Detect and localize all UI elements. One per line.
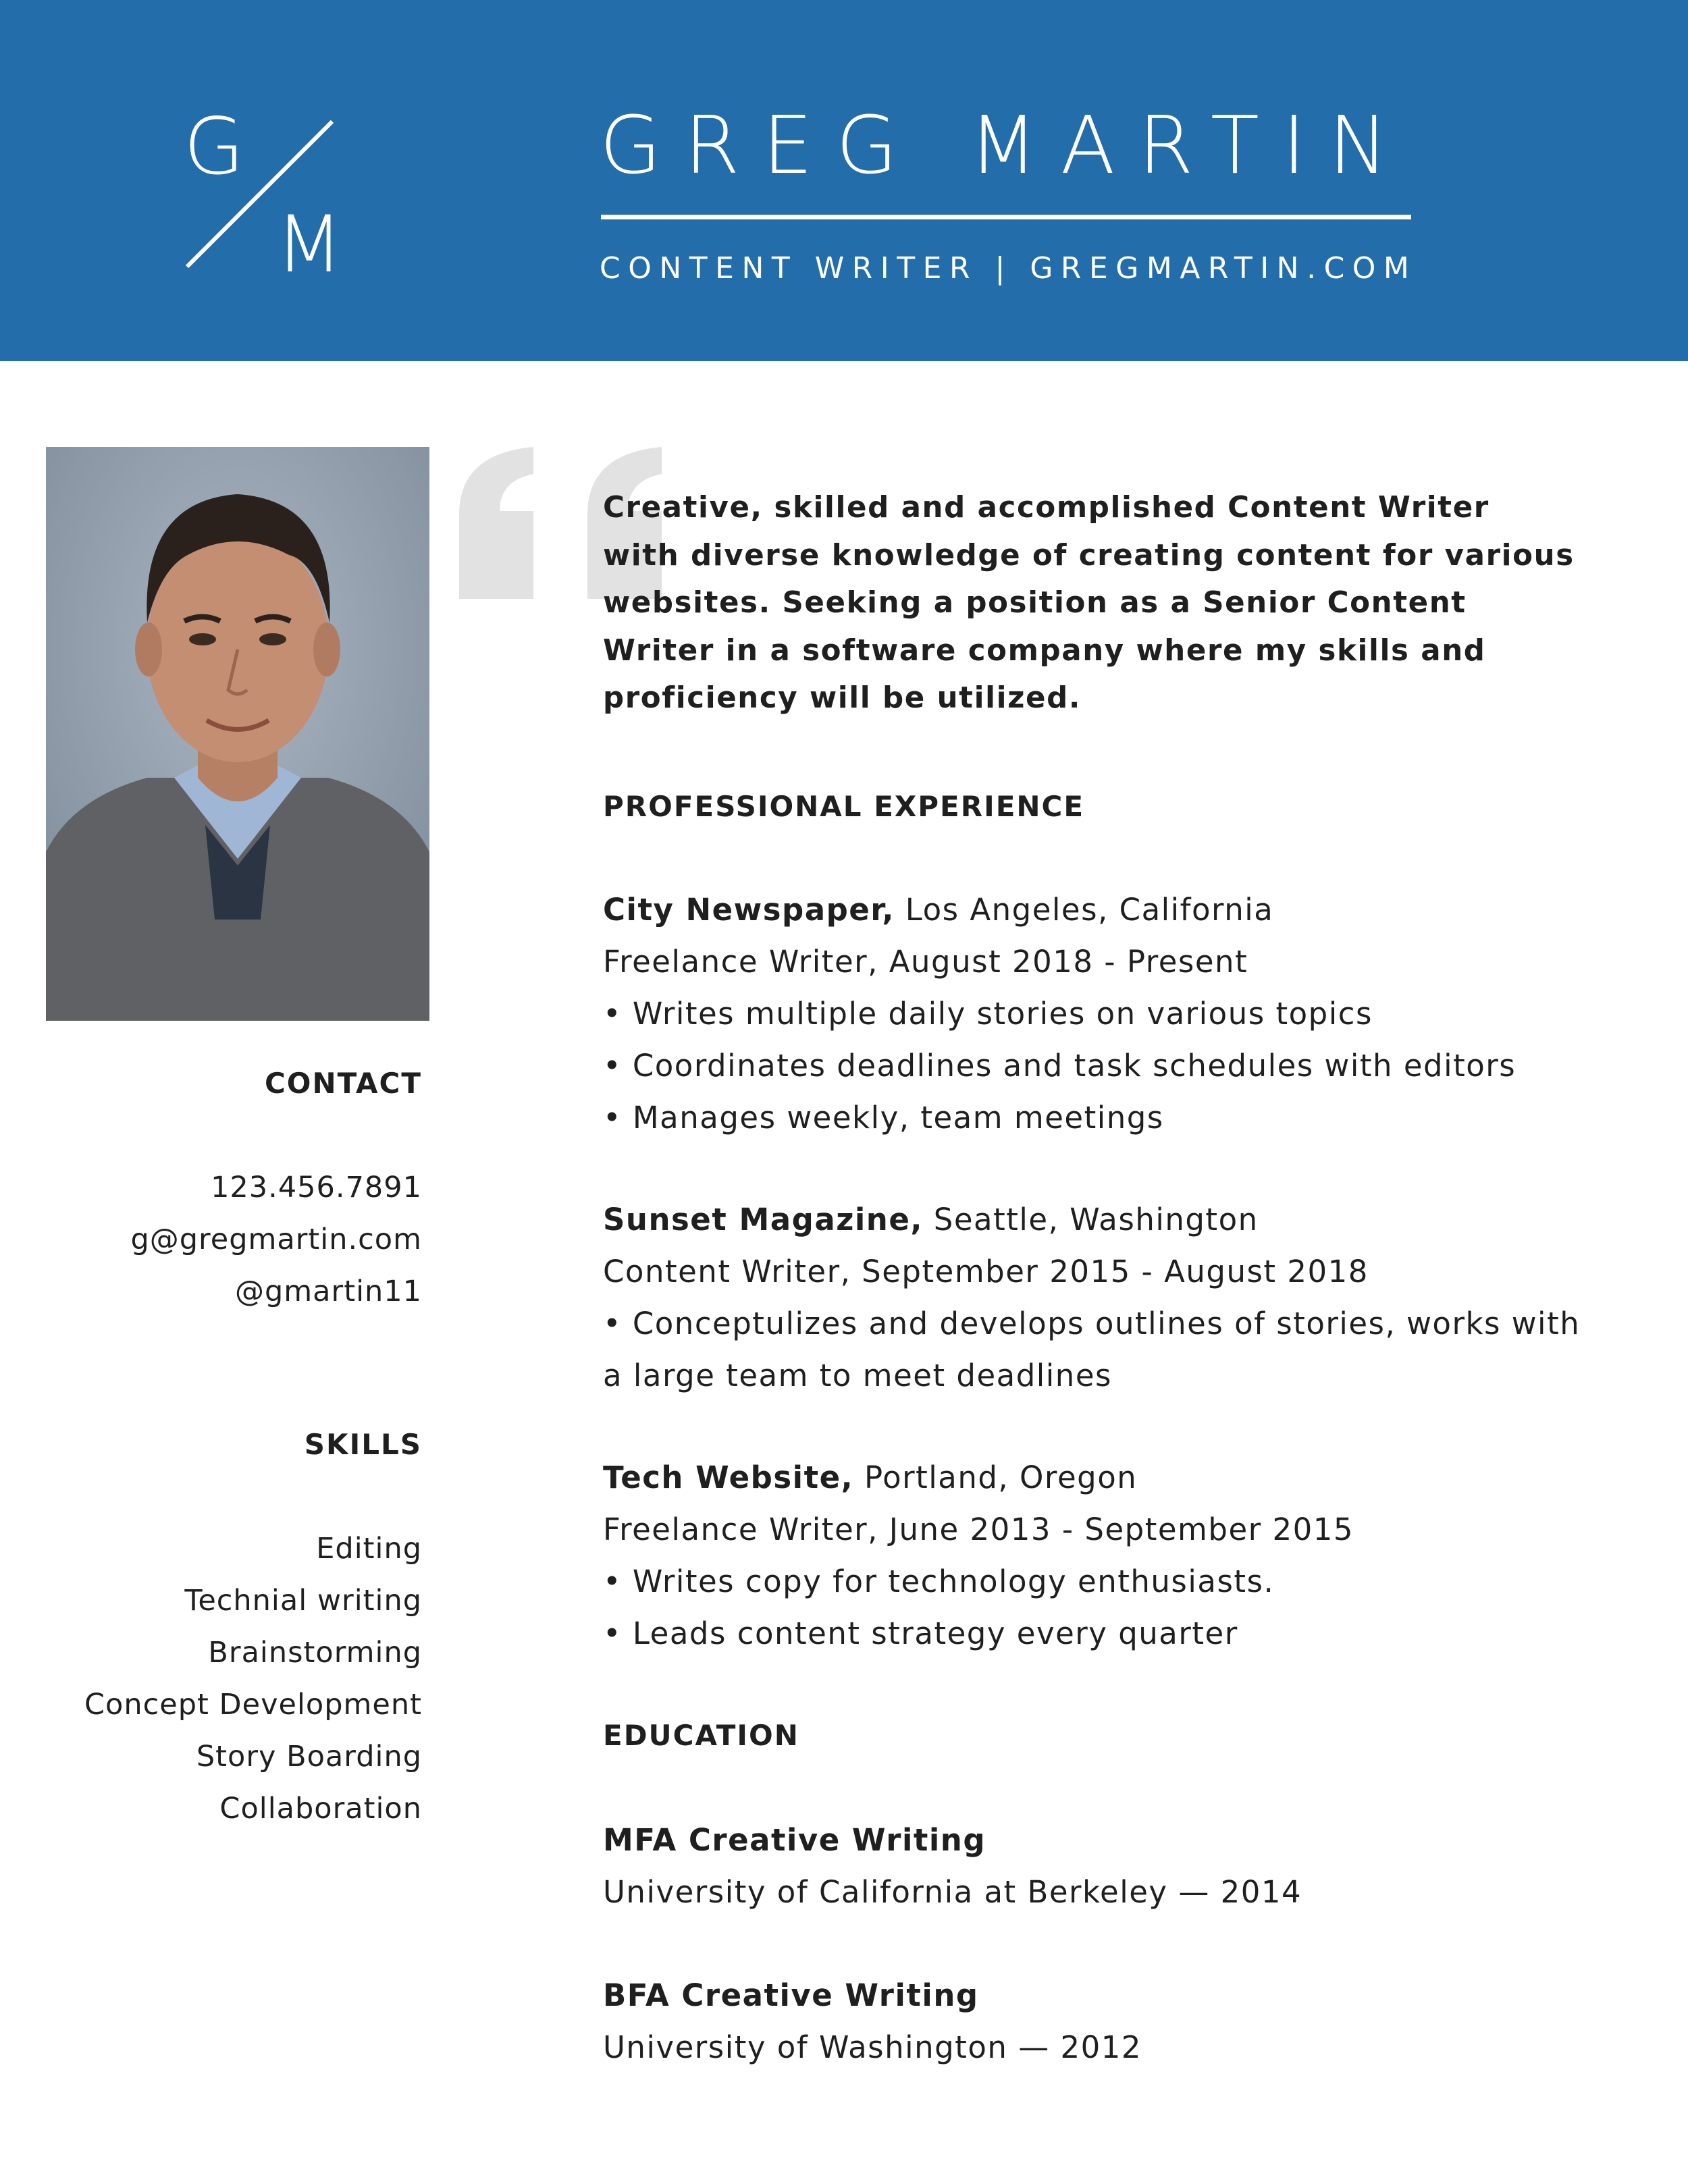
job-location: Seattle, Washington: [933, 1202, 1259, 1237]
job-bullet: • Writes copy for technology enthusiasts.: [603, 1564, 1275, 1599]
monogram-first-initial: G: [184, 101, 244, 192]
job-sunset-magazine: [603, 1194, 1581, 1402]
experience-heading: PROFESSIONAL EXPERIENCE: [603, 790, 1085, 823]
name-title: GREG MARTIN: [600, 99, 1412, 192]
education-degree: MFA Creative Writing: [603, 1822, 986, 1858]
monogram-last-initial: M: [275, 199, 344, 290]
contact-handle: @gmartin11: [235, 1275, 422, 1308]
contact-email: g@gregmartin.com: [130, 1223, 422, 1256]
education-school: University of California at Berkeley — 2014: [603, 1874, 1302, 1910]
education-degree: BFA Creative Writing: [603, 1977, 979, 2013]
education-school: University of Washington — 2012: [603, 2029, 1142, 2065]
job-company: Tech Website,: [603, 1460, 854, 1495]
job-bullet: • Leads content strategy every quarter: [603, 1616, 1238, 1651]
skills-heading: SKILLS: [304, 1428, 422, 1461]
skill-item: Story Boarding: [196, 1740, 422, 1774]
header-subtitle: CONTENT WRITER | GREGMARTIN.COM: [600, 251, 1417, 286]
job-role: Content Writer, September 2015 - August 2018: [603, 1254, 1369, 1289]
job-bullet: • Coordinates deadlines and task schedules with editors: [603, 1048, 1516, 1084]
skill-item: Technial writing: [184, 1584, 422, 1618]
job-location: Portland, Oregon: [864, 1460, 1138, 1495]
header-banner: [0, 0, 1688, 361]
skill-item: Brainstorming: [208, 1636, 422, 1670]
job-role: Freelance Writer, August 2018 - Present: [603, 944, 1248, 980]
education-heading: EDUCATION: [603, 1719, 799, 1752]
job-role: Freelance Writer, June 2013 - September 2015: [603, 1512, 1354, 1547]
job-city-newspaper: [603, 884, 1575, 1144]
job-bullet: • Manages weekly, team meetings: [603, 1100, 1164, 1136]
skill-item: Editing: [316, 1532, 422, 1566]
skills-list: [84, 1523, 422, 1835]
contact-list: [130, 1162, 422, 1318]
skill-item: Concept Development: [84, 1688, 422, 1722]
job-company: City Newspaper,: [603, 892, 895, 928]
summary-text: Creative, skilled and accomplished Content Writer with diverse knowledge of creating content for various websites. Seeking a position as a Senior Content Writer in a software company where my skills and proficiency will be utilized.: [603, 491, 1575, 715]
job-bullet: a large team to meet deadlines: [603, 1358, 1112, 1393]
profile-photo: [46, 447, 429, 1021]
job-bullet: • Conceptulizes and develops outlines of stories, works with: [603, 1306, 1581, 1341]
education-item: [603, 1814, 1575, 1918]
skill-item: Collaboration: [219, 1792, 422, 1826]
header-divider: [601, 215, 1411, 219]
contact-phone: 123.456.7891: [211, 1171, 422, 1204]
job-company: Sunset Magazine,: [603, 1202, 923, 1237]
contact-heading: CONTACT: [264, 1067, 422, 1100]
job-tech-website: [603, 1451, 1575, 1659]
education-item: [603, 1969, 1575, 2073]
job-bullet: • Writes multiple daily stories on various topics: [603, 996, 1373, 1032]
job-location: Los Angeles, California: [905, 892, 1274, 928]
